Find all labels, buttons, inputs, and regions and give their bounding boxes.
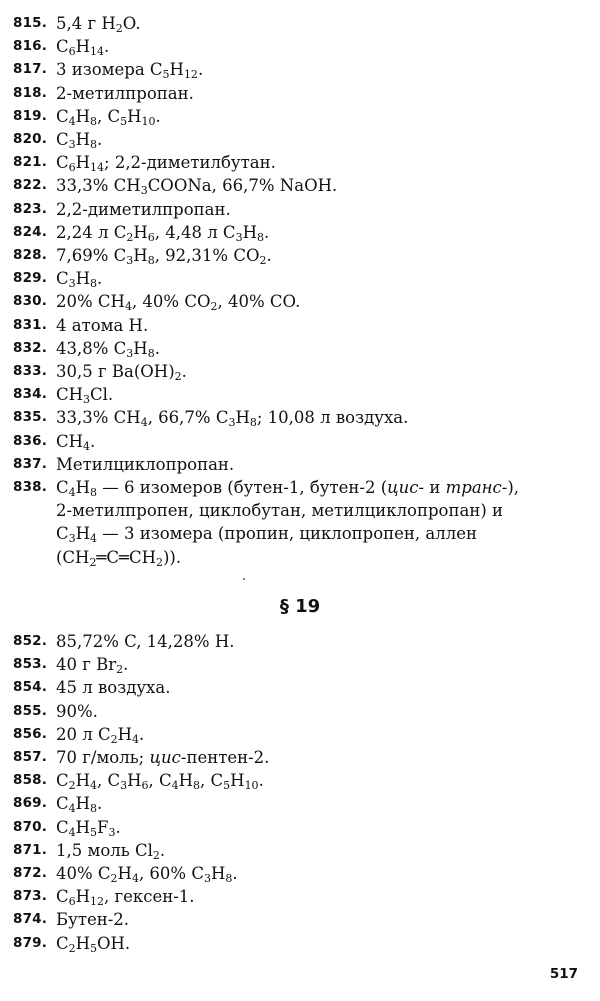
text-run: . (181, 362, 187, 382)
subscript: 8 (256, 230, 264, 244)
answer-entry (13, 314, 588, 337)
text-run: H (133, 246, 148, 266)
text-run: . (97, 130, 103, 150)
text-run: , гексен-1. (104, 887, 195, 907)
answer-text (56, 476, 588, 569)
text-run: , C (97, 771, 121, 791)
answer-text (56, 700, 588, 723)
text-run: . (154, 338, 160, 358)
italic-text: транс- (445, 478, 508, 498)
italic-text: цис- (387, 478, 425, 498)
text-run: 7,69% C (56, 246, 127, 266)
answer-entry (13, 932, 588, 955)
subscript: 2 (68, 941, 76, 955)
problem-number: 828. (13, 247, 48, 264)
text-run: 2-метилпропен, циклобутан, метилциклопропан) и (56, 501, 503, 521)
answer-entry (13, 221, 588, 244)
text-run: C (56, 887, 69, 907)
answer-entry (13, 406, 588, 429)
answer-entry (13, 105, 588, 128)
text-run: . (97, 794, 103, 814)
text-run: 2,2-диметилпропан. (56, 199, 231, 219)
answer-entry (13, 82, 588, 105)
text-run: . (159, 840, 166, 860)
answer-entry (13, 700, 588, 723)
text-run: . (97, 269, 103, 289)
subscript: 2 (174, 370, 182, 384)
problem-number: 854. (13, 679, 48, 696)
answer-text (56, 221, 588, 244)
text-run: , 4,48 л C (154, 222, 236, 242)
problem-number: 831. (13, 316, 48, 333)
answer-entry (13, 769, 588, 792)
subscript: 4 (90, 532, 98, 546)
answer-entry (13, 746, 588, 769)
text-run: , 60% C (138, 864, 204, 884)
text-run: H (235, 408, 250, 428)
problem-number: 818. (13, 84, 48, 101)
subscript: 2 (155, 555, 163, 569)
text-run: , C (200, 771, 224, 791)
problem-number: 815. (13, 15, 48, 31)
problem-number: 853. (13, 656, 48, 673)
subscript: 8 (90, 138, 98, 152)
page-number: 517 (549, 966, 578, 982)
answer-text (56, 383, 588, 406)
text-run: H (75, 130, 91, 150)
subscript: 10 (141, 114, 156, 128)
text-run: 45 л воздуха. (56, 678, 171, 698)
answer-entry (13, 453, 588, 476)
problem-number: 830. (13, 293, 48, 310)
text-line (56, 522, 588, 545)
answer-text (56, 151, 588, 174)
text-run: 33,3% CH (56, 408, 141, 428)
problem-number: 816. (13, 38, 48, 55)
answer-text (56, 630, 588, 653)
problem-number: 858. (13, 772, 48, 789)
subscript: 8 (147, 346, 155, 360)
subscript: 12 (90, 895, 105, 909)
subscript: 8 (90, 114, 98, 128)
problem-number: 855. (13, 702, 48, 719)
text-run: ═C═CH (96, 547, 156, 567)
text-line (56, 476, 588, 499)
text-run: . (115, 817, 121, 837)
answer-entry (13, 244, 588, 267)
problem-number: 836. (13, 432, 48, 449)
answer-entry (13, 383, 588, 406)
text-run: H (75, 771, 91, 791)
problem-number: 870. (13, 818, 48, 835)
subscript: 6 (147, 230, 155, 244)
subscript: 8 (249, 416, 257, 430)
text-run: H (133, 222, 148, 242)
answer-text (56, 453, 588, 476)
subscript: 8 (193, 779, 201, 793)
answer-entry (13, 360, 588, 383)
problem-number: 817. (13, 61, 48, 78)
text-run: 30,5 г Ba(OH) (56, 362, 175, 382)
section-heading: § 19 (279, 596, 321, 617)
subscript: 4 (171, 779, 179, 793)
text-run: C (56, 130, 69, 150)
text-line (56, 499, 588, 522)
answer-text (56, 746, 588, 769)
subscript: 8 (147, 254, 155, 268)
problem-number: 823. (13, 200, 48, 217)
answer-entry (13, 128, 588, 151)
answer-entry (13, 174, 588, 197)
answer-text (56, 35, 588, 58)
answer-entry (13, 885, 588, 908)
text-run: 85,72% C, 14,28% H. (56, 632, 235, 651)
text-run: H (75, 106, 91, 126)
text-run: C (56, 933, 69, 953)
answer-text (56, 723, 588, 746)
text-run: . (197, 60, 204, 80)
answer-entry (13, 862, 588, 885)
answer-entry (13, 792, 588, 815)
subscript: 3 (120, 779, 128, 793)
answer-text (56, 932, 588, 955)
problem-number: 819. (13, 107, 48, 124)
answer-entry (13, 337, 588, 360)
text-run: C (56, 817, 69, 837)
subscript: 2 (259, 254, 267, 268)
subscript: 4 (131, 732, 139, 746)
text-run: 4 атома H. (56, 315, 149, 335)
text-run: 20 л C (56, 724, 111, 744)
text-run: H (242, 222, 257, 242)
subscript: 3 (203, 872, 211, 886)
answer-entry (13, 198, 588, 221)
subscript: 5 (223, 779, 231, 793)
subscript: 4 (68, 825, 76, 839)
text-run: . (104, 37, 110, 57)
problem-number: 871. (13, 841, 48, 858)
text-run: Бутен-2. (56, 910, 130, 930)
problem-number: 837. (13, 455, 48, 472)
answer-text (56, 769, 588, 792)
text-run: H (169, 60, 184, 80)
answer-text (56, 267, 588, 290)
subscript: 8 (90, 486, 98, 500)
answer-text (56, 885, 588, 908)
text-run: — 3 изомера (пропин, циклопропен, аллен (97, 524, 477, 544)
answer-entry (13, 35, 588, 58)
subscript: 4 (131, 872, 139, 886)
answer-text (56, 406, 588, 429)
answer-entry (13, 908, 588, 931)
problem-number: 835. (13, 409, 48, 426)
subscript: 4 (90, 779, 98, 793)
text-run: 2-метилпропан. (56, 83, 194, 103)
problem-number: 874. (13, 911, 48, 928)
answer-text (56, 58, 588, 81)
answer-entry (13, 630, 588, 653)
text-run: . (138, 724, 145, 744)
subscript: 3 (228, 416, 236, 430)
text-run: H (75, 887, 91, 907)
text-run: O. (122, 14, 141, 33)
text-run: 70 г/моль; (56, 748, 150, 768)
text-run: . (123, 655, 129, 675)
answer-text (56, 128, 588, 151)
answer-text (56, 290, 588, 313)
printing-speck (243, 578, 245, 580)
subscript: 14 (90, 161, 105, 175)
subscript: 2 (68, 779, 76, 793)
subscript: 5 (162, 68, 170, 82)
subscript: 12 (183, 68, 198, 82)
text-run: , 66,7% C (147, 408, 229, 428)
answer-entry (13, 430, 588, 453)
answer-text (56, 816, 588, 839)
subscript: 3 (126, 254, 134, 268)
subscript: 6 (68, 895, 76, 909)
text-run: (CH (56, 547, 90, 567)
subscript: 3 (108, 825, 116, 839)
text-run: C (56, 794, 69, 814)
subscript: 6 (68, 161, 76, 175)
answer-text (56, 862, 588, 885)
text-run: -пентен-2. (180, 748, 270, 768)
text-run: C (56, 37, 69, 57)
answer-text (56, 174, 588, 197)
text-run: ; 2,2-диметилбутан. (104, 153, 276, 173)
text-run: , 40% CO. (217, 292, 301, 312)
text-run: — 6 изомеров (бутен-1, бутен-2 ( (97, 478, 388, 498)
subscript: 3 (235, 230, 243, 244)
text-run: Метилциклопропан. (56, 454, 235, 474)
text-run: COONa, 66,7% NaOH. (147, 176, 338, 196)
text-run: H (75, 817, 91, 837)
text-run: H (75, 153, 91, 173)
problem-number: 869. (13, 795, 48, 812)
problem-number: 829. (13, 270, 48, 287)
subscript: 3 (126, 346, 134, 360)
subscript: 4 (68, 114, 76, 128)
subscript: 2 (110, 872, 118, 886)
text-run: H (127, 106, 142, 126)
problem-number: 856. (13, 725, 48, 742)
text-run: 33,3% CH (56, 176, 141, 196)
text-run: H (75, 37, 91, 57)
problem-number: 852. (13, 633, 48, 649)
text-run: CH (56, 385, 84, 405)
text-run: . (258, 771, 264, 791)
text-run: 1,5 моль Cl (56, 840, 153, 860)
problem-number: 872. (13, 865, 48, 882)
subscript: 10 (244, 779, 259, 793)
subscript: 3 (140, 184, 148, 198)
subscript: 3 (68, 277, 76, 291)
answer-text (56, 839, 588, 862)
line-content (56, 522, 477, 545)
subscript: 2 (152, 848, 160, 862)
text-run: C (56, 153, 69, 173)
text-run: C (56, 269, 69, 289)
problem-number: 857. (13, 749, 48, 766)
text-run: H (178, 771, 194, 791)
text-run: . (155, 106, 161, 126)
text-run: C (56, 478, 69, 498)
answer-entry (13, 723, 588, 746)
text-run: , 92,31% CO (154, 246, 260, 266)
answer-text (56, 198, 588, 221)
answer-text (56, 82, 588, 105)
subscript: 2 (126, 230, 134, 244)
text-run: . (263, 222, 270, 242)
text-run: H (210, 864, 226, 884)
answer-entry-838 (13, 476, 588, 569)
line-content (56, 476, 519, 499)
text-run: H (75, 269, 91, 289)
problem-number: 879. (13, 934, 48, 951)
subscript: 4 (140, 416, 148, 430)
text-run: 2,24 л C (56, 222, 127, 242)
line-content (56, 499, 503, 522)
text-run: CH (56, 431, 84, 451)
problem-number: 824. (13, 223, 48, 240)
problem-number: 821. (13, 154, 48, 171)
subscript: 6 (68, 45, 76, 59)
answer-entry (13, 676, 588, 699)
subscript: 4 (83, 439, 91, 453)
text-run: , C (97, 106, 121, 126)
subscript: 6 (141, 779, 149, 793)
answers-block-1 (13, 12, 588, 569)
text-run: H (133, 338, 148, 358)
line-content (56, 546, 192, 569)
answer-text (56, 337, 588, 360)
text-run: H (75, 794, 91, 814)
text-run: H (75, 933, 91, 953)
answer-text (56, 430, 588, 453)
text-run: )). (162, 547, 192, 567)
subscript: 3 (68, 532, 76, 546)
text-run: H (75, 524, 91, 544)
answer-entry (13, 653, 588, 676)
answer-text (56, 360, 588, 383)
text-run: , C (148, 771, 172, 791)
subscript: 5 (90, 941, 98, 955)
subscript: 2 (89, 555, 97, 569)
text-run: OH. (97, 933, 131, 953)
text-run: . (232, 864, 238, 884)
answer-text (56, 244, 588, 267)
text-line (56, 546, 588, 569)
problem-number: 834. (13, 386, 48, 403)
text-run: Cl. (90, 385, 114, 405)
answer-text (56, 792, 588, 815)
problem-number: 873. (13, 888, 48, 905)
subscript: 5 (120, 114, 128, 128)
problem-number: 838. (13, 479, 48, 496)
text-run: C (56, 106, 69, 126)
problem-number: 833. (13, 363, 48, 380)
answer-entry (13, 290, 588, 313)
text-run: H (75, 478, 91, 498)
subscript: 3 (68, 138, 76, 152)
answer-text (56, 105, 588, 128)
subscript: 8 (225, 872, 233, 886)
answer-text (56, 676, 588, 699)
text-run: H (127, 771, 142, 791)
text-run: 43,8% C (56, 338, 127, 358)
subscript: 8 (90, 802, 98, 816)
answer-entry (13, 151, 588, 174)
text-run: 20% CH (56, 292, 125, 312)
subscript: 2 (115, 22, 123, 35)
text-run: F (97, 817, 109, 837)
text-run: ; 10,08 л воздуха. (256, 408, 409, 428)
answer-entry (13, 839, 588, 862)
text-run: 5,4 г H (56, 14, 116, 33)
answer-entry (13, 267, 588, 290)
text-run: . (90, 431, 96, 451)
answer-entry (13, 58, 588, 81)
text-run: C (56, 771, 69, 791)
problem-number: 832. (13, 339, 48, 356)
text-run: 40% C (56, 864, 111, 884)
text-run: ), (507, 478, 520, 498)
answer-text (56, 653, 588, 676)
subscript: 3 (83, 393, 91, 407)
answer-entry (13, 816, 588, 839)
subscript: 2 (110, 732, 118, 746)
subscript: 8 (90, 277, 98, 291)
text-run: H (117, 864, 132, 884)
problem-number: 822. (13, 177, 48, 194)
text-run: 40 г Br (56, 655, 117, 675)
problem-number: 820. (13, 131, 48, 148)
text-run: 90%. (56, 701, 98, 721)
subscript: 14 (90, 45, 105, 59)
answers-block-2 (13, 630, 588, 955)
subscript: 5 (90, 825, 98, 839)
answer-text (56, 908, 588, 931)
text-run: C (56, 524, 69, 544)
text-run: H (117, 724, 132, 744)
italic-text: цис (149, 748, 181, 768)
subscript: 2 (116, 663, 124, 677)
text-run: и (424, 478, 446, 498)
answer-text (56, 314, 588, 337)
subscript: 4 (68, 802, 76, 816)
subscript: 2 (210, 300, 218, 314)
subscript: 4 (68, 486, 76, 500)
subscript: 4 (124, 300, 132, 314)
text-run: H (230, 771, 245, 791)
answer-text (56, 12, 588, 35)
text-run: , 40% CO (131, 292, 211, 312)
answer-entry (13, 12, 588, 35)
text-run: 3 изомера C (56, 60, 163, 80)
text-run: . (266, 246, 272, 266)
